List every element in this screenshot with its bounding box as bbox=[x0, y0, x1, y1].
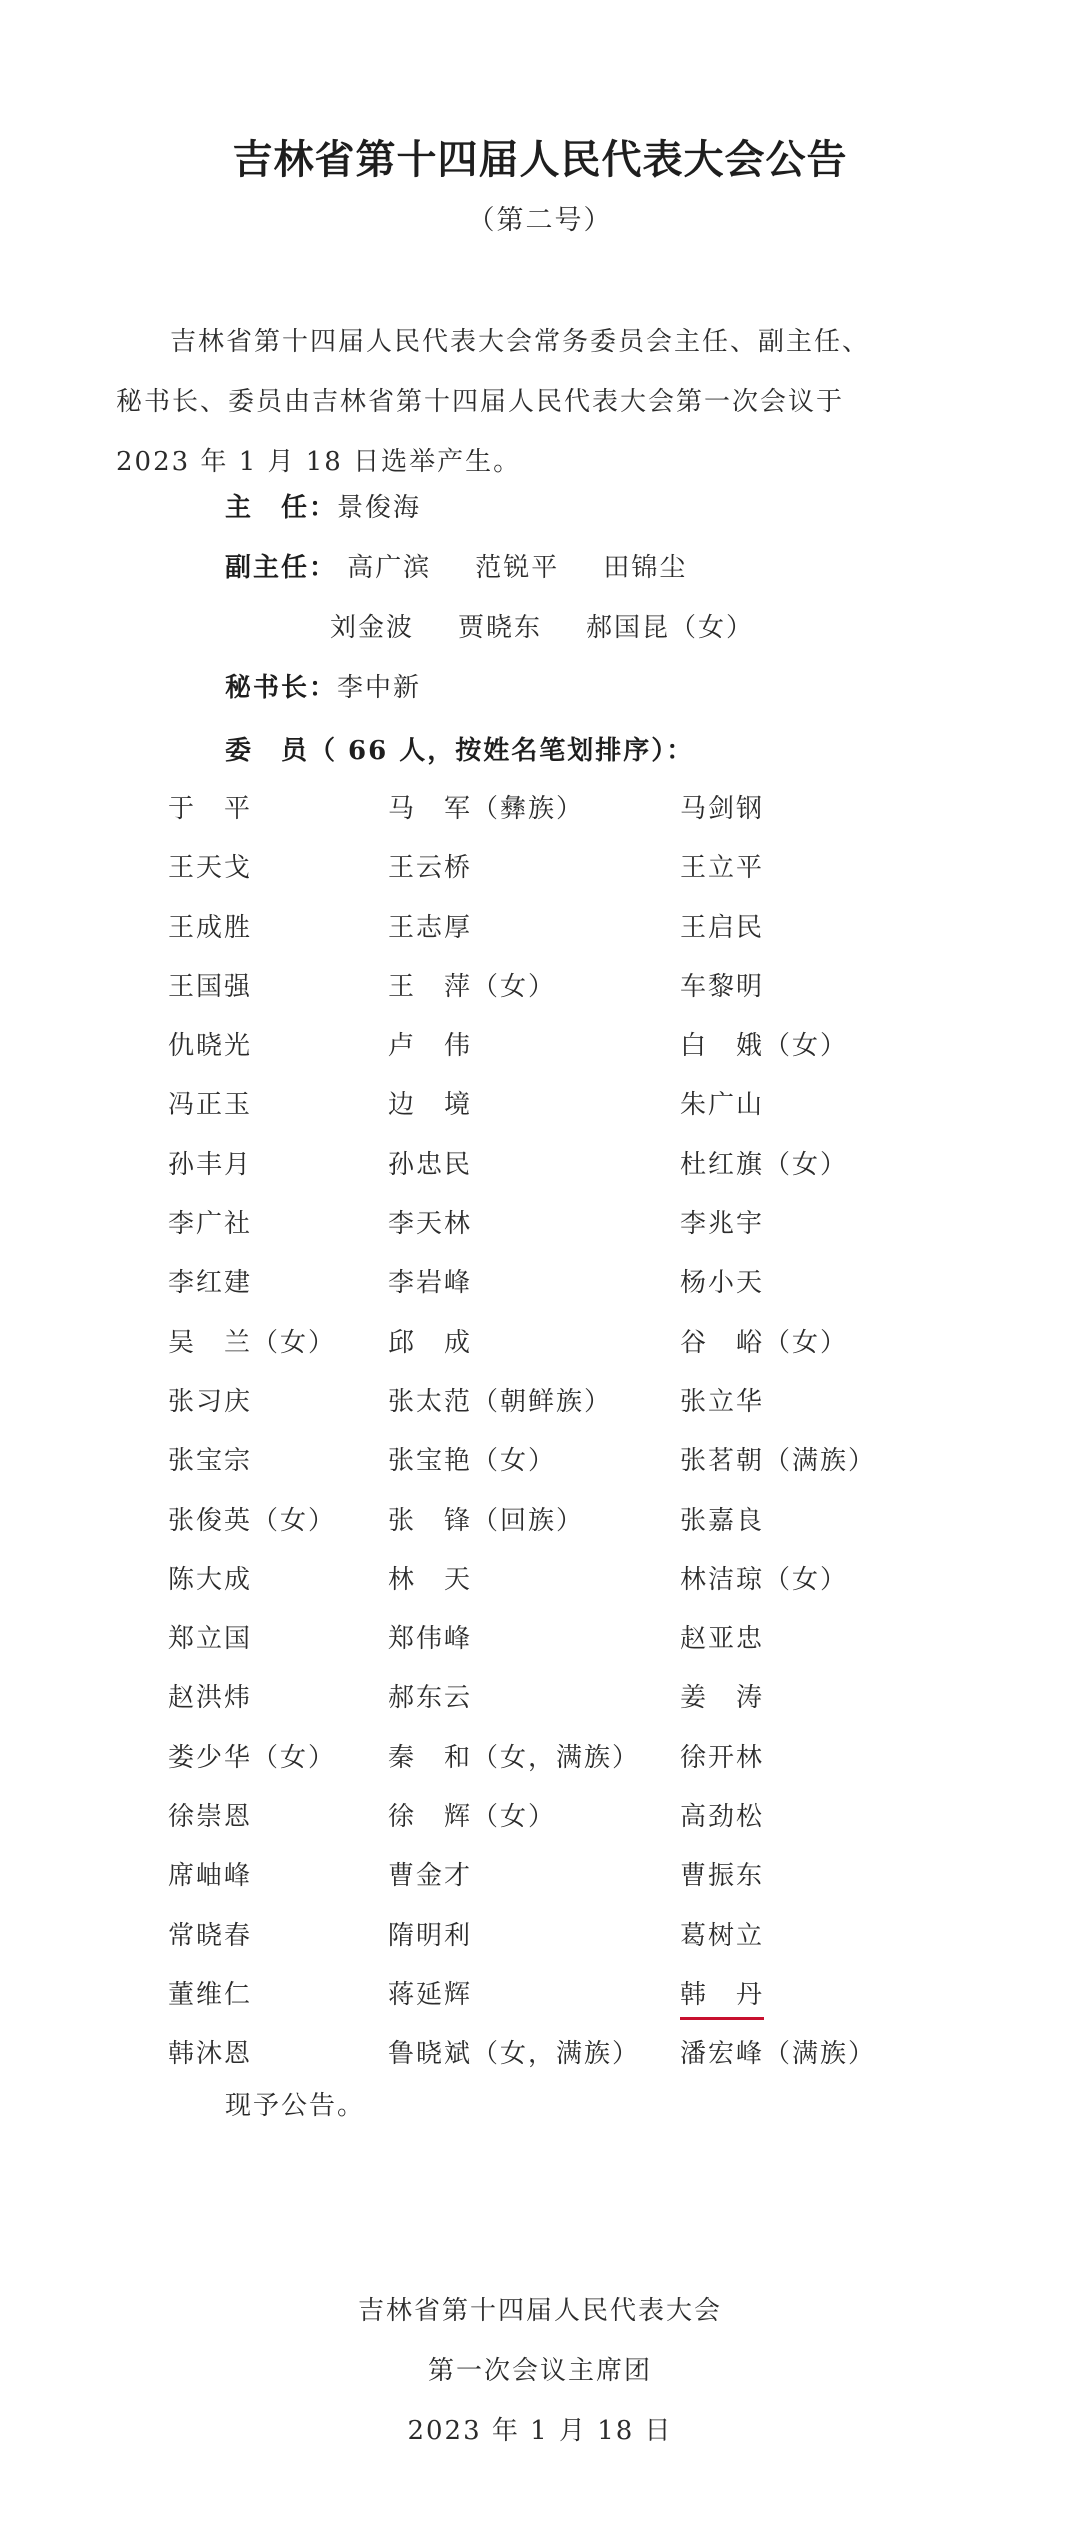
member-name: 郝东云 bbox=[388, 1683, 473, 1714]
members-row bbox=[168, 1618, 968, 1677]
member-name: 高劲松 bbox=[680, 1802, 765, 1833]
member-name: 郑伟峰 bbox=[388, 1624, 473, 1655]
member-name: 孙忠民 bbox=[388, 1149, 473, 1180]
members-row bbox=[168, 1144, 968, 1203]
vice-directors-line-2 bbox=[330, 607, 798, 644]
member-name: 王 萍（女） bbox=[388, 971, 557, 1002]
member-name: 冯正玉 bbox=[168, 1090, 253, 1121]
director-line bbox=[225, 487, 421, 524]
member-name: 赵洪炜 bbox=[168, 1683, 253, 1714]
member-name: 隋明利 bbox=[388, 1920, 473, 1951]
signature-date: 2023 年 1 月 18 日 bbox=[407, 2416, 673, 2446]
member-name: 车黎明 bbox=[680, 971, 765, 1002]
member-name: 娄少华（女） bbox=[168, 1742, 337, 1773]
vice-director-name: 高广滨 bbox=[347, 553, 432, 583]
member-name: 王成胜 bbox=[168, 912, 253, 943]
announcement-number: （第二号） bbox=[467, 205, 613, 236]
members-row bbox=[168, 907, 968, 966]
member-name: 张俊英（女） bbox=[168, 1505, 337, 1536]
members-row bbox=[168, 1974, 968, 2033]
member-name: 李红建 bbox=[168, 1268, 253, 1299]
member-name: 林 天 bbox=[388, 1564, 473, 1595]
vice-directors-line-1 bbox=[225, 547, 731, 584]
members-row bbox=[168, 1262, 968, 1321]
members-row bbox=[168, 1440, 968, 1499]
vice-director-name: 刘金波 bbox=[330, 613, 415, 643]
member-name: 鲁晓斌（女，满族） bbox=[388, 2039, 641, 2070]
members-row bbox=[168, 1025, 968, 1084]
member-name: 李兆宇 bbox=[680, 1209, 765, 1240]
member-name: 董维仁 bbox=[168, 1979, 253, 2010]
member-name: 王国强 bbox=[168, 971, 253, 1002]
member-name: 孙丰月 bbox=[168, 1149, 253, 1180]
member-name: 张茗朝（满族） bbox=[680, 1446, 877, 1477]
member-name: 马剑钢 bbox=[680, 794, 765, 824]
member-name: 王天戈 bbox=[168, 853, 253, 884]
member-name: 郑立国 bbox=[168, 1624, 253, 1655]
secretary-general-line bbox=[225, 667, 421, 704]
members-row bbox=[168, 1084, 968, 1143]
member-name: 于 平 bbox=[168, 794, 253, 824]
members-row bbox=[168, 1381, 968, 1440]
member-name: 仇晓光 bbox=[168, 1031, 253, 1062]
members-row bbox=[168, 966, 968, 1025]
intro-paragraph: 吉林省第十四届人民代表大会常务委员会主任、副主任、秘书长、委员由吉林省第十四届人民代表大会第一次会议于 2023 年 1 月 18 日选举产生。 bbox=[116, 327, 871, 477]
vice-directors-label: 副主任： bbox=[225, 553, 338, 583]
closing-statement: 现予公告。 bbox=[225, 2091, 366, 2121]
members-grid bbox=[168, 788, 968, 2093]
vice-director-name: 范锐平 bbox=[475, 553, 560, 583]
member-name: 杨小天 bbox=[680, 1268, 765, 1299]
member-name: 席岫峰 bbox=[168, 1861, 253, 1892]
member-name: 姜 涛 bbox=[680, 1683, 765, 1714]
member-name: 秦 和（女，满族） bbox=[388, 1742, 641, 1773]
member-name: 王启民 bbox=[680, 912, 765, 943]
signature-body: 吉林省第十四届人民代表大会 bbox=[357, 2296, 722, 2326]
members-row bbox=[168, 1322, 968, 1381]
member-name: 张立华 bbox=[680, 1386, 765, 1417]
member-name: 白 娥（女） bbox=[680, 1031, 849, 1062]
members-row bbox=[168, 1500, 968, 1559]
member-name: 曹振东 bbox=[680, 1861, 765, 1892]
member-name: 葛树立 bbox=[680, 1920, 765, 1951]
member-name: 林洁琼（女） bbox=[680, 1564, 849, 1595]
vice-director-name: 田锦尘 bbox=[603, 553, 688, 583]
members-row bbox=[168, 1203, 968, 1262]
member-name: 边 境 bbox=[388, 1090, 473, 1121]
member-name: 张嘉良 bbox=[680, 1505, 765, 1536]
members-row bbox=[168, 847, 968, 906]
member-name: 李天林 bbox=[388, 1209, 473, 1240]
secretary-general-name: 李中新 bbox=[337, 673, 422, 703]
member-name: 韩 丹 bbox=[680, 1974, 764, 2020]
members-row bbox=[168, 1737, 968, 1796]
members-heading: 委 员（ 66 人，按姓名笔划排序）： bbox=[225, 736, 695, 766]
member-name: 张宝宗 bbox=[168, 1446, 253, 1477]
director-name: 景俊海 bbox=[337, 493, 422, 523]
member-name: 曹金才 bbox=[388, 1861, 473, 1892]
members-row bbox=[168, 1677, 968, 1736]
member-name: 杜红旗（女） bbox=[680, 1149, 849, 1180]
member-name: 卢 伟 bbox=[388, 1031, 473, 1062]
member-name: 潘宏峰（满族） bbox=[680, 2039, 877, 2070]
member-name: 张太范（朝鲜族） bbox=[388, 1386, 613, 1417]
vice-director-name: 郝国昆（女） bbox=[586, 613, 755, 643]
member-name: 徐开林 bbox=[680, 1742, 765, 1773]
members-row bbox=[168, 788, 968, 847]
member-name: 王云桥 bbox=[388, 853, 473, 884]
announcement-title: 吉林省第十四届人民代表大会公告 bbox=[232, 136, 848, 183]
director-label: 主 任： bbox=[225, 493, 338, 523]
members-row bbox=[168, 1796, 968, 1855]
member-name: 朱广山 bbox=[680, 1090, 765, 1121]
member-name: 马 军（彝族） bbox=[388, 794, 585, 824]
member-name: 张习庆 bbox=[168, 1386, 253, 1417]
member-name: 蒋延辉 bbox=[388, 1979, 473, 2010]
members-row bbox=[168, 1855, 968, 1914]
members-row bbox=[168, 2033, 968, 2092]
member-name: 李广社 bbox=[168, 1209, 253, 1240]
members-row bbox=[168, 1915, 968, 1974]
member-name: 赵亚忠 bbox=[680, 1624, 765, 1655]
member-name: 邱 成 bbox=[388, 1327, 473, 1358]
member-name: 韩沐恩 bbox=[168, 2039, 253, 2070]
member-name: 王志厚 bbox=[388, 912, 473, 943]
member-name: 常晓春 bbox=[168, 1920, 253, 1951]
member-name: 张宝艳（女） bbox=[388, 1446, 557, 1477]
members-row bbox=[168, 1559, 968, 1618]
member-name: 徐崇恩 bbox=[168, 1802, 253, 1833]
member-name: 谷 峪（女） bbox=[680, 1327, 849, 1358]
signature-presidium: 第一次会议主席团 bbox=[427, 2356, 652, 2386]
member-name: 李岩峰 bbox=[388, 1268, 473, 1299]
member-name: 陈大成 bbox=[168, 1564, 253, 1595]
member-name: 吴 兰（女） bbox=[168, 1327, 337, 1358]
member-name: 张 锋（回族） bbox=[388, 1505, 585, 1536]
member-name: 徐 辉（女） bbox=[388, 1802, 557, 1833]
member-name: 王立平 bbox=[680, 853, 765, 884]
secretary-general-label: 秘书长： bbox=[225, 673, 338, 703]
vice-director-name: 贾晓东 bbox=[458, 613, 543, 643]
